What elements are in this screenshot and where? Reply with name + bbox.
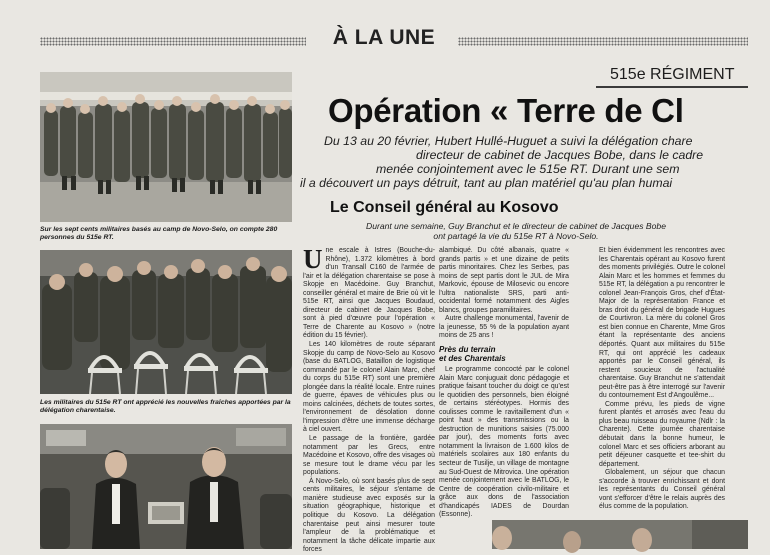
photo-soldiers-seated [40, 250, 292, 394]
article-paragraph: Globalement, un séjour que chacun s'accorde à trouver enrichissant et dont les représentants du Conseil général vont s'efforcer d'être le relais auprès des élus comme de la population. [599, 469, 725, 511]
article-paragraph [303, 244, 435, 341]
subtitle-line: et des Charentais [439, 354, 506, 364]
intro-paragraph [300, 134, 770, 190]
subheadline-intro [306, 221, 726, 241]
section-dots-right [458, 37, 748, 46]
photo-soldiers-group [40, 72, 292, 222]
article-paragraph: Et bien évidemment les rencontres avec les Charentais opérant au Kosovo furent des moments privilégiés. Outre le colonel Alain Marc et les hommes et femmes du 515e RT, la délégation a pu rencontrer le colonel Jean-François Gros, chef d'État-Major de la représentation France et bras droit du général de brigade Hugues de Courtivron. La mère du colonel Gros est bien connue en Charente, Mme Gros étant la représentante des anciens déportés. Quant aux militaires du 515e RT, qui ont apprécié les cadeaux apportés par le Conseil général, ils restent soucieux de l'actualité charentaise. Guy Branchut ne s'attendait peut-être pas à être interrogé sur l'avenir du contournement Est d'Angoulême... [599, 247, 726, 400]
article-column-3 [599, 247, 725, 519]
article-column-1 [303, 244, 435, 554]
subheadline: Le Conseil général au Kosovo [330, 199, 559, 216]
article-paragraph: Autre challenge monumental, l'avenir de la jeunesse, 55 % de la population ayant moins de 25 ans ! [439, 315, 569, 340]
regiment-rule [596, 86, 748, 88]
article-paragraph: Les 140 kilomètres de route séparant Skopje du camp de Novo-Selo au Kosovo (base du BATLOG, Bataillon de logistique commandé par le colonel Alain Marc, chef du corps du 515e RT) sont une première plongée dans la réalité locale. Entre ruines de guerre, épaves de véhicules plus ou moins calcinées, déchets de toutes sortes, l'environnement de désolation donne l'impression d'être une immense décharge à ciel ouvert. [303, 341, 435, 434]
section-header [40, 28, 748, 54]
article-subtitle [439, 345, 569, 363]
article-paragraph: À Novo-Selo, où sont basés plus de sept cents militaires, le séjour s'entame de manière studieuse avec exposés sur la situation géographique, historique et politique du Kosovo. La délégation charentaise peut ainsi mesurer toute l'ampleur de la problématique et notamment la tâche délicate impartie aux forces [303, 477, 435, 554]
dropcap: U [303, 244, 323, 274]
article-paragraph: alambiqué. Du côté albanais, quatre « grands partis » et une dizaine de petits partis minoritaires. Chez les Serbes, pas moins de sept partis dont le JUL de Mira Markovic, épouse de Milosevic ou encore l'ultra nationaliste SRS, parti anti-occidental formé notamment des Aigles blancs, groupes paramilitaires. [439, 247, 569, 314]
paragraph-text: ne escale à Istres (Bouche-du-Rhône), 1.372 kilomètres à bord d'un Transall C160 de l'armée de l'air et la délégation charentaise se pose à Skopje en Macédoine. Guy Branchut, conseiller général et maire de Brie où vit le 515e RT, ainsi que Jacques Boudaud, directeur de cabinet de Jacques Bobe, sont à pied d'œuvre pour l'opération « Terre de Charente au Kosovo » (notre édition du 15 février). [303, 247, 435, 340]
section-title: À LA UNE [332, 26, 436, 49]
section-dots-left [40, 37, 306, 46]
headline: Opération « Terre de Cl [328, 92, 684, 129]
regiment-label: 515e RÉGIMENT [610, 66, 735, 83]
subintro-line: Durant une semaine, Guy Branchut et le directeur de cabinet de Jacques Bobe [365, 221, 666, 231]
subintro-line: ont partagé la vie du 515e RT à Novo-Selo. [433, 231, 599, 241]
intro-line: il a découvert un pays détruit, tant au plan matériel qu'au plan humai [300, 176, 673, 190]
photo-caption: Les militaires du 515e RT ont apprécié les nouvelles fraîches apportées par la délégation charentaise. [40, 399, 291, 415]
subtitle-line: Près du terrain [439, 345, 496, 355]
intro-line: Du 13 au 20 février, Hubert Hullé-Huguet a suivi la délégation chare [324, 134, 693, 148]
article-column-2 [439, 247, 569, 549]
intro-line: directeur de cabinet de Jacques Bobe, dans le cadre [416, 148, 704, 162]
article-paragraph: Le programme concocté par le colonel Alain Marc conjuguait donc pédagogie et pratique faisant toucher du doigt ce qu'est le quotidien des personnels, bien éloigné de certains stéréotypes. Hormis des coulisses comme le ravitaillement d'un « point haut » des transmissions ou la destruction de munitions saisies (75.000 par jour), des moments forts avec notamment la livraison de 1.600 kilos de matériels scolaires aux 180 enfants du secteur de Tusilje, un village de montagne au Sud-Ouest de Mitrovica. Une opération menée conjointement avec le BATLOG, le Centre de coopération civilo-militaire et grâce aux dons de l'association d'handicapés IADES de Dourdan (Essonne). [439, 366, 569, 519]
article-paragraph: Comme prévu, les pieds de vigne furent plantés et arrosés avec l'eau du plus beau ruisseau du royaume (Ndlr : la Charente). Cette journée charentaise débutait dans la bonne humeur, le colonel Marc et ses officiers arborant au petit déjeuner casquette et tee-shirt du département. [599, 400, 725, 468]
photo-bottom-crop [492, 520, 748, 549]
photo-gift-exchange [40, 424, 292, 549]
intro-line: menée conjointement avec le 515e RT. Durant une sem [376, 162, 680, 176]
photo-caption: Sur les sept cents militaires basés au camp de Novo-Selo, on compte 280 personnes du 515e RT. [40, 226, 278, 242]
article-paragraph: Le passage de la frontière, gardée notamment par les Grecs, entre Macédoine et Kosovo, offre des visages où se mesure tout le drame vécu par les populations. [303, 435, 435, 477]
